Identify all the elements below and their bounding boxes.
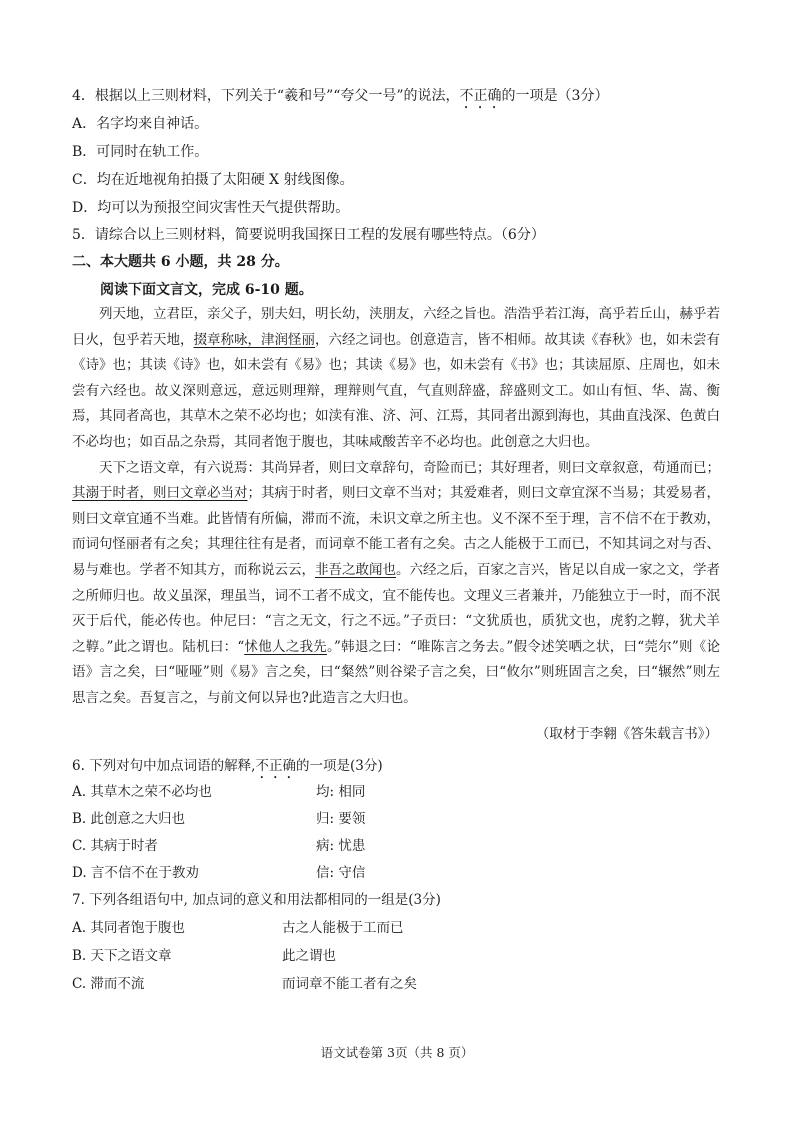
- q6-option-text: A. 其草木之荣不必均也: [72, 784, 212, 800]
- q7-option-right: 而词章不能工者有之矣: [282, 976, 417, 992]
- q7-option-left: B. 天下之语文章: [72, 948, 172, 964]
- passage-text: ；其病于时者，则曰文章不当对；其爱难者，则曰文章宜深不当易；其爱易者，则曰文章宜通不当难。此皆情有所偏，滞而不流，未识文章之所主也。义不深不至于理，言不信不在于教劝，而词句怪丽者有之矣；其理往往有是者，而词章不能工者有之矣。古之人能极于工而已，不知其词之对与否、易与难也。学者不知其方，而称说云云，: [72, 485, 720, 578]
- q4-option-c: C．均在近地视角拍摄了太阳硬 X 射线图像。: [72, 172, 354, 188]
- q7-option-left: A. 其同者饱于腹也: [72, 920, 185, 936]
- q4-stem-part: 的一项是（3分）: [501, 88, 609, 104]
- q6-option-gloss: 信: 守信: [316, 865, 366, 881]
- q6-option-gloss: 归: 要领: [316, 811, 366, 827]
- q4-option-b: B．可同时在轨工作。: [72, 144, 209, 160]
- q6-stem-part: 的一项是(3分): [295, 758, 383, 774]
- passage-paragraph-1: [72, 302, 720, 456]
- q4-option-a: A．名字均来自神话。: [72, 116, 209, 132]
- passage-text: ，六经之词也。创意造言，皆不相师。故其读《春秋》也，如未尝有《诗》也；其读《诗》也，如未尝有《易》也；其读《易》也，如未尝有《书》也；其读屈原、庄周也，如未尝有六经也。故义深则意远，意远则理辩，理辩则气直，气直则辞盛，辞盛则文工。如山有恒、华、嵩、衡焉，其同者高也，其草木之荣不必均也；如渎有淮、济、河、江焉，其同者出源到海也，其曲直浅深、色黄白不必均也；如百品之杂焉，其同者饱于腹也，其味咸酸苦辛不必均也。此创意之大归也。: [72, 331, 720, 450]
- q7-option-b: [72, 946, 336, 966]
- underlined-phrase: 其溺于时者，则曰文章必当对: [72, 485, 248, 502]
- passage-text: 。六经之后，百家之言兴，皆足以自成一家之文，学者之所师归也。故义虽深，理虽当，词不工者不成文，宜不能传也。文理义三者兼并，乃能独立于一时，而不泯灭于后代，能必传也。仲尼曰：“言之无文，行之不远。”子贡曰：“文犹质也，质犹文也，虎豹之鞟，犹犬羊之鞟。”此之谓也。陆机曰：“: [72, 561, 720, 655]
- section-instruction: 阅读下面文言文，完成 6-10 题。: [100, 282, 313, 298]
- q7-option-right: 此之谓也: [282, 948, 336, 964]
- q7-stem: 7. 下列各组语句中, 加点词的意义和用法都相同的一组是(3分): [72, 892, 441, 908]
- q4-stem-part: 4．根据以上三则材料，下列关于“羲和号”“夸父一号”的说法，: [72, 88, 460, 104]
- q7-option-a: [72, 918, 404, 938]
- underlined-phrase: 怵他人之我先: [244, 638, 327, 655]
- q4-stem-emphasis: 不正确: [459, 88, 502, 104]
- q6-option-a: [72, 782, 366, 802]
- q6-stem: [72, 756, 383, 782]
- q6-option-b: [72, 809, 366, 829]
- q6-option-text: B. 此创意之大归也: [72, 811, 186, 827]
- q6-option-c: [72, 836, 366, 856]
- passage-text: 列天地，立君臣，亲父子，别夫妇，明长幼，浃朋友，六经之旨也。浩浩乎若江海，高乎若丘山，赫乎若日火，包乎若天地，: [72, 306, 720, 348]
- q7-option-left: C. 滞而不流: [72, 976, 145, 992]
- underlined-phrase: 掇章称咏，津润怪丽: [193, 331, 315, 348]
- q7-option-right: 古之人能极于工而已: [282, 920, 404, 936]
- q6-option-text: C. 其病于时者: [72, 838, 158, 854]
- section-title: 二、本大题共 6 小题，共 28 分。: [72, 254, 289, 270]
- q6-option-gloss: 病: 忧患: [316, 838, 366, 854]
- q6-stem-emphasis: 不正确: [255, 758, 296, 774]
- passage: [72, 302, 720, 712]
- q6-option-d: [72, 863, 366, 883]
- q6-option-gloss: 均: 相同: [316, 784, 366, 800]
- passage-text: 。”韩退之曰：“唯陈言之务去。”假令述笑哂之状，曰“莞尔”则《论语》言之矣，曰“哑哑”则《易》言之矣，曰“粲然”则谷梁子言之矣，曰“攸尔”则班固言之矣，曰“辗然”则左思言之矣。吾复言之，与前文何以异也?此造言之大归也。: [72, 638, 721, 706]
- q6-option-text: D. 言不信不在于教劝: [72, 865, 199, 881]
- page-footer: 语文试卷第 3页（共 8 页）: [320, 1045, 474, 1060]
- q5-stem: 5．请综合以上三则材料，简要说明我国探日工程的发展有哪些特点。（6分）: [72, 227, 545, 243]
- q4-option-d: D．均可以为预报空间灾害性天气提供帮助。: [72, 200, 350, 216]
- passage-text: 天下之语文章，有六说焉：其尚异者，则曰文章辞句，奇险而已；其好理者，则曰文章叙意，苟通而已；: [99, 459, 720, 476]
- passage-paragraph-2: [72, 456, 720, 712]
- q7-option-c: [72, 974, 417, 994]
- q6-stem-part: 6. 下列对句中加点词语的解释,: [72, 758, 256, 774]
- underlined-phrase: 非吾之敢闻也: [315, 561, 396, 578]
- q4-stem: [72, 86, 608, 112]
- passage-source: （取材于李翱《答朱载言书》）: [535, 726, 718, 742]
